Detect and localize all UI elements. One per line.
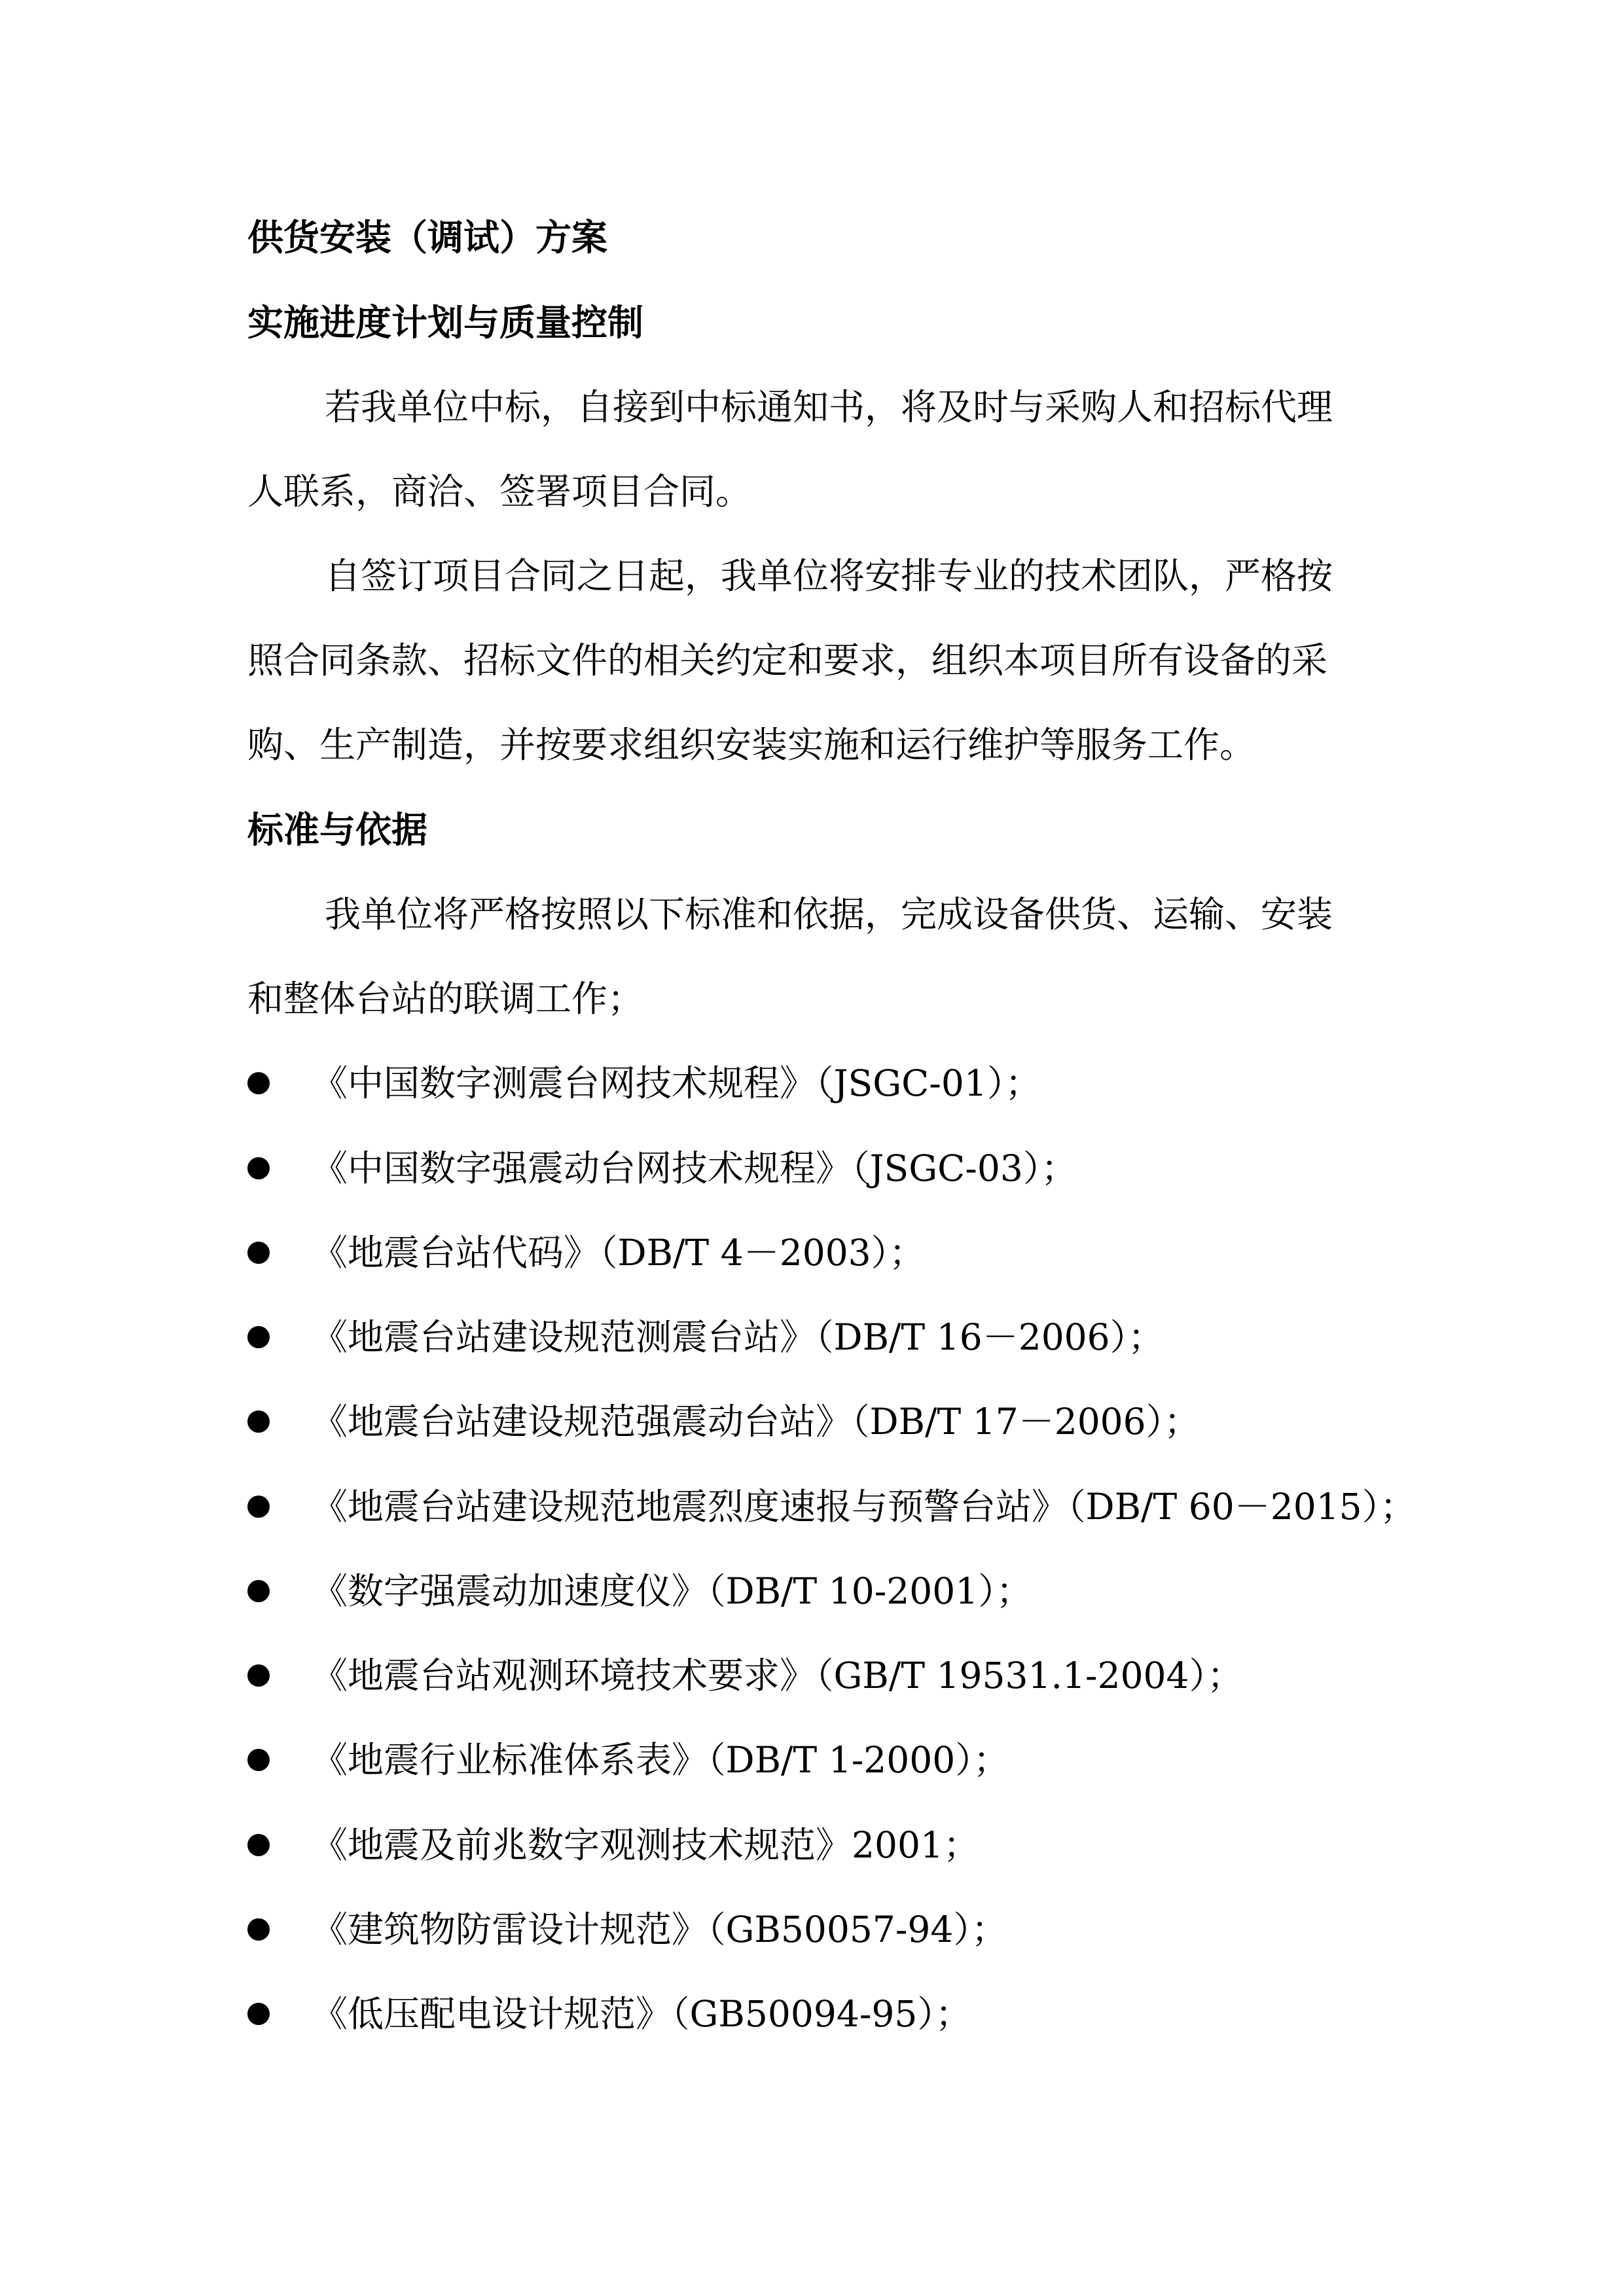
paragraph-standards-intro-line-2: 和整体台站的联调工作；	[247, 978, 644, 1020]
standard-title: 《地震行业标准体系表》（DB/T 1-2000）；	[312, 1739, 1009, 1781]
paragraph-standards-intro-line-1: 我单位将严格按照以下标准和依据，完成设备供货、运输、安装	[325, 893, 1333, 935]
standard-title: 《地震及前兆数字观测技术规范》2001；	[312, 1824, 979, 1866]
section-heading-schedule-quality: 实施进度计划与质量控制	[247, 302, 644, 344]
bullet-icon	[247, 1410, 270, 1433]
standard-title: 《地震台站建设规范测震台站》（DB/T 16－2006）；	[312, 1316, 1164, 1358]
standard-title: 《低压配电设计规范》（GB50094-95）；	[312, 1993, 971, 2035]
paragraph-contract-line-2: 照合同条款、招标文件的相关约定和要求，组织本项目所有设备的采	[247, 639, 1328, 681]
bullet-icon	[247, 1157, 270, 1179]
bullet-icon	[247, 1326, 270, 1348]
standard-title: 《数字强震动加速度仪》（DB/T 10-2001）；	[312, 1570, 1032, 1612]
section-heading-standards: 标准与依据	[247, 809, 428, 851]
paragraph-contract-line-3: 购、生产制造，并按要求组织安装实施和运行维护等服务工作。	[247, 724, 1256, 766]
standard-title: 《地震台站观测环境技术要求》（GB/T 19531.1-2004）；	[312, 1655, 1244, 1696]
paragraph-contract-line-1: 自签订项目合同之日起，我单位将安排专业的技术团队，严格按	[325, 555, 1333, 597]
document-title: 供货安装（调试）方案	[247, 217, 608, 259]
paragraph-award-line-1: 若我单位中标，自接到中标通知书，将及时与采购人和招标代理	[325, 386, 1333, 428]
bullet-icon	[247, 1918, 270, 1941]
paragraph-award-line-2: 人联系，商洽、签署项目合同。	[247, 471, 752, 512]
bullet-icon	[247, 1072, 270, 1094]
standard-title: 《地震台站建设规范地震烈度速报与预警台站》（DB/T 60－2015）；	[312, 1486, 1416, 1528]
bullet-icon	[247, 1496, 270, 1518]
bullet-icon	[247, 1834, 270, 1856]
bullet-icon	[247, 2003, 270, 2025]
standard-title: 《中国数字强震动台网技术规程》（JSGC-03）；	[312, 1147, 1077, 1189]
standard-title: 《地震台站建设规范强震动台站》（DB/T 17－2006）；	[312, 1401, 1200, 1443]
standard-title: 《中国数字测震台网技术规程》（JSGC-01）；	[312, 1062, 1041, 1104]
standard-title: 《地震台站代码》（DB/T 4－2003）；	[312, 1232, 926, 1274]
standard-title: 《建筑物防雷设计规范》（GB50057-94）；	[312, 1909, 1007, 1950]
bullet-icon	[247, 1580, 270, 1602]
bullet-icon	[247, 1749, 270, 1771]
bullet-icon	[247, 1242, 270, 1264]
bullet-icon	[247, 1664, 270, 1687]
